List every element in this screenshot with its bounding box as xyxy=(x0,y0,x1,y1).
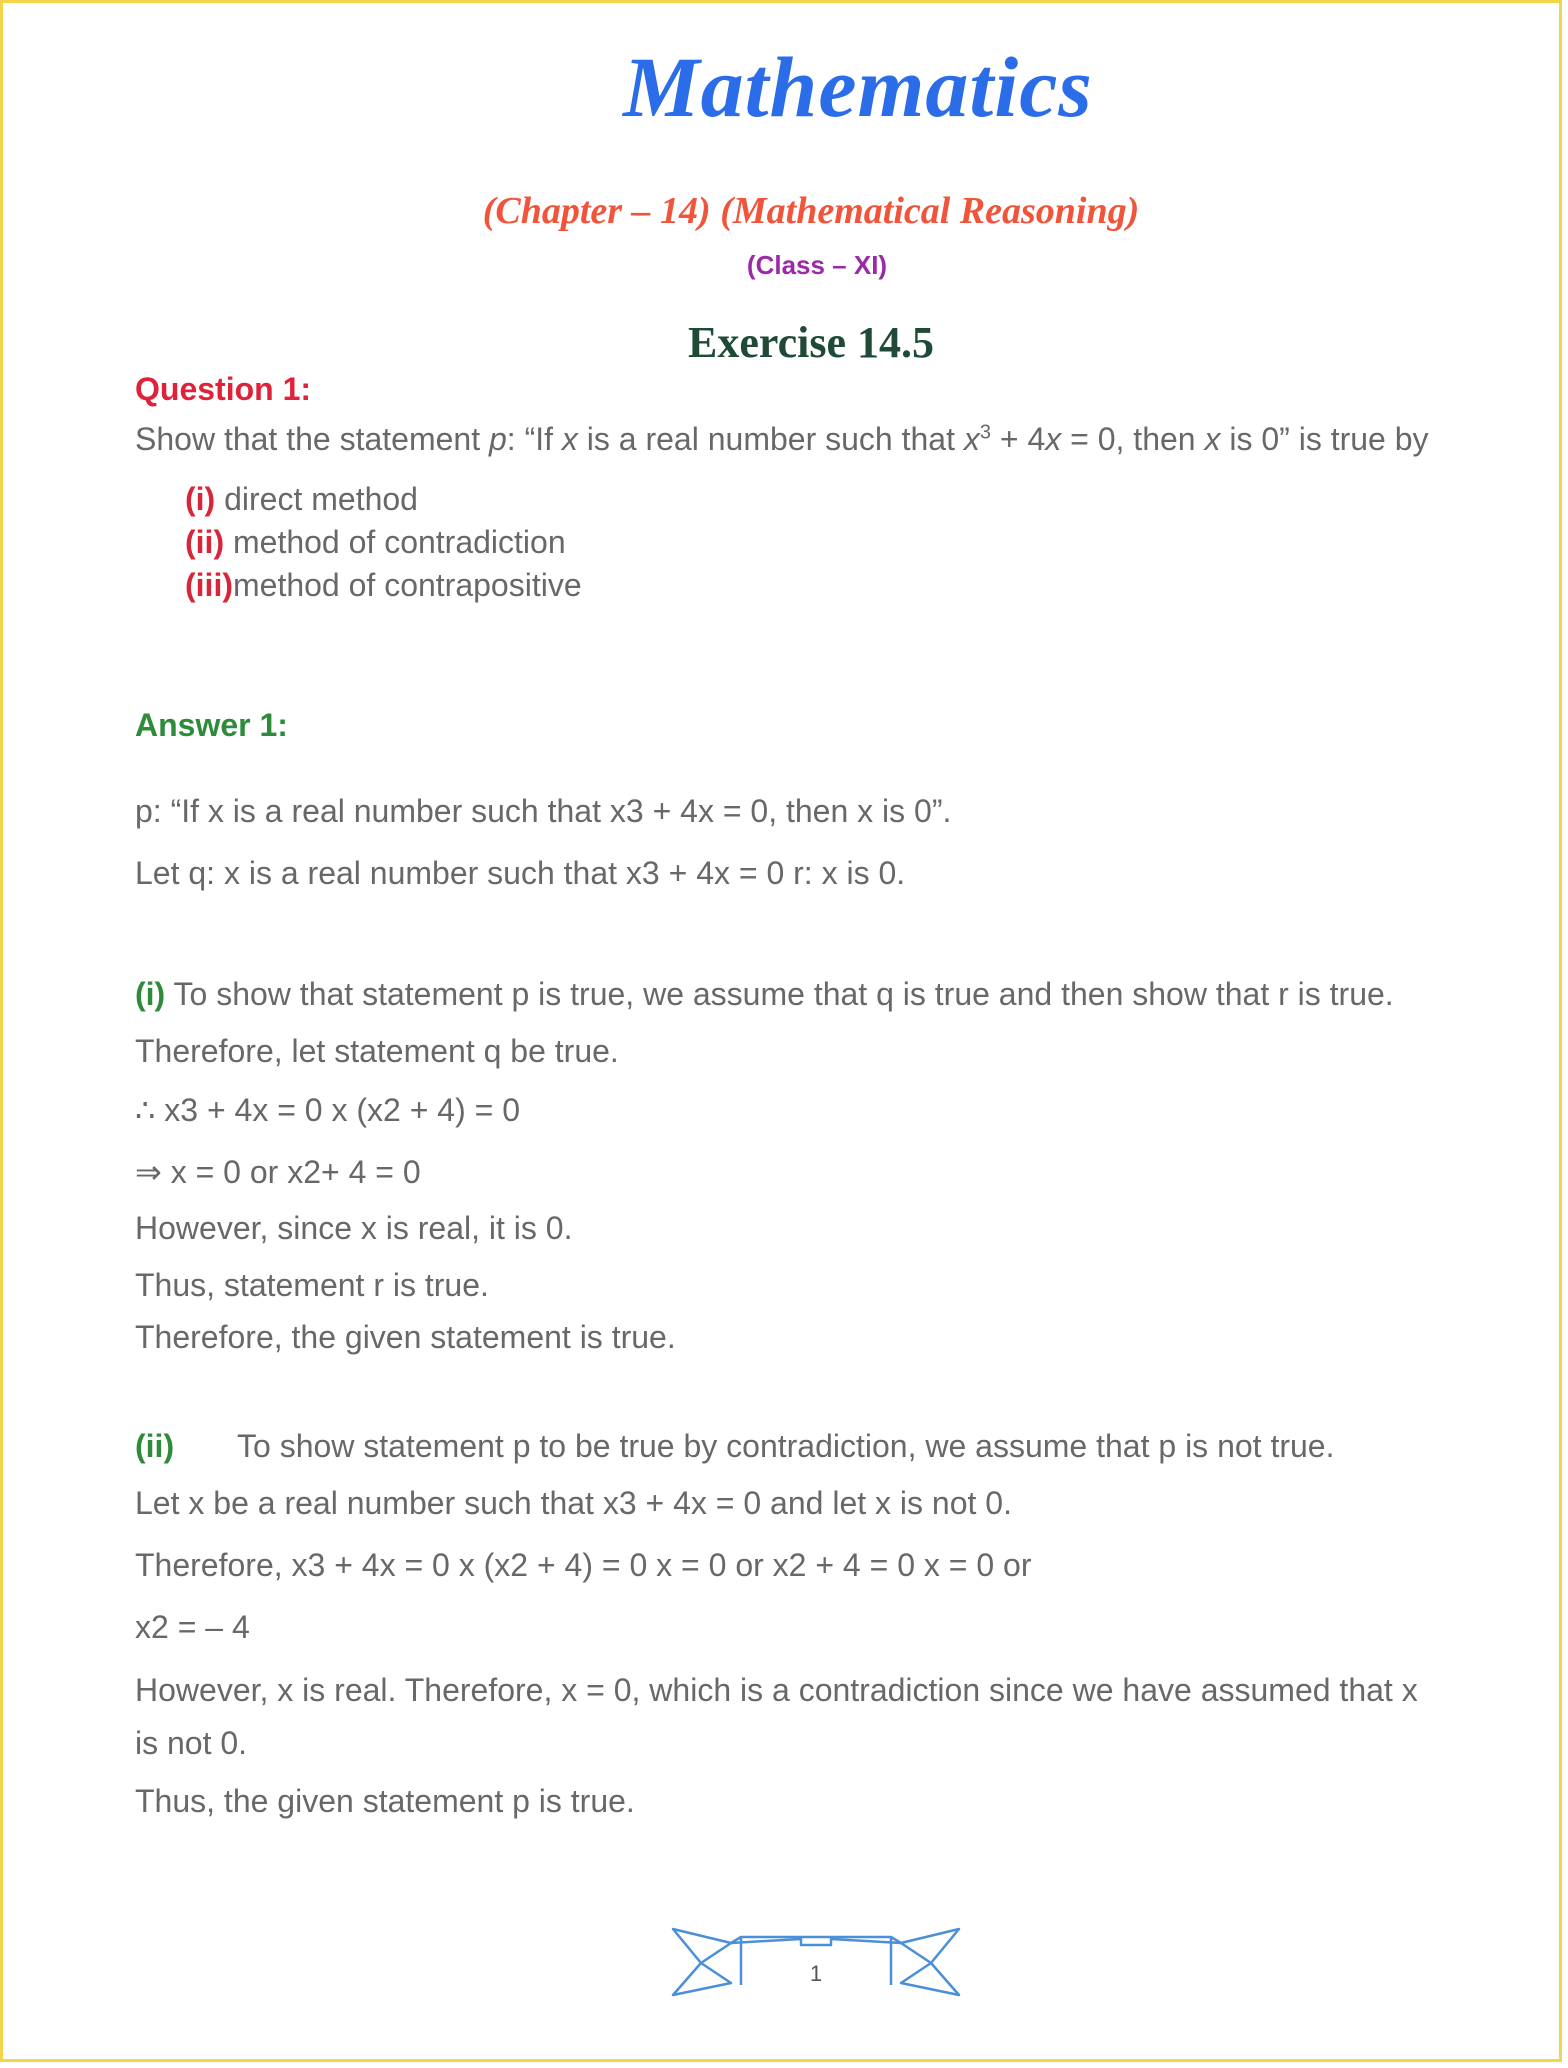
question-text: Show that the statement p: “If x is a real number such that $x^3 + 4x = 0$, then x is 0” is true by xyxy=(135,421,1429,457)
part2-step: Therefore, x3 + 4x = 0 x (x2 + 4) = 0 x = 0 or x2 + 4 = 0 x = 0 or xyxy=(135,1547,1032,1583)
answer-q-statement: Let q: x is a real number such that x3 + 4x = 0 r: x is 0. xyxy=(135,855,906,891)
option-direct-method: (i) direct method xyxy=(185,481,418,517)
class-label: (Class – XI) xyxy=(746,250,888,280)
part2-step: x2 = – 4 xyxy=(135,1609,250,1645)
question-heading: Question 1: xyxy=(135,371,312,407)
part1-step: Therefore, let statement q be true. xyxy=(135,1033,619,1069)
part2-step: Let x be a real number such that x3 + 4x = 0 and let x is not 0. xyxy=(135,1485,1012,1521)
part2-label: (ii) xyxy=(135,1428,175,1464)
part2-conclusion: Thus, the given statement p is true. xyxy=(135,1783,635,1819)
part1-step: However, since x is real, it is 0. xyxy=(135,1210,573,1246)
option-contrapositive: (iii)method of contrapositive xyxy=(185,567,582,603)
part2-intro: To show statement p to be true by contradiction, we assume that p is not true. xyxy=(237,1428,1335,1464)
page-title: Mathematics xyxy=(623,39,1093,135)
chapter-heading: (Chapter – 14) (Mathematical Reasoning) xyxy=(482,190,1140,232)
part1-step: Thus, statement r is true. xyxy=(135,1267,489,1303)
part1-conclusion: Therefore, the given statement is true. xyxy=(135,1319,676,1355)
part1-step: ⇒ x = 0 or x2+ 4 = 0 xyxy=(135,1154,421,1190)
page-number: 1 xyxy=(809,1961,823,1986)
exercise-heading: Exercise 14.5 xyxy=(687,318,935,367)
part1-step: ∴ x3 + 4x = 0 x (x2 + 4) = 0 xyxy=(135,1092,520,1128)
option-contradiction: (ii) method of contradiction xyxy=(185,524,566,560)
part1-intro: (i) To show that statement p is true, we assume that q is true and then show that r is true. xyxy=(135,976,1394,1012)
answer-heading: Answer 1: xyxy=(135,707,288,743)
part2-step: is not 0. xyxy=(135,1725,248,1761)
answer-p-statement: p: “If x is a real number such that x3 + 4x = 0, then x is 0”. xyxy=(135,793,952,829)
part2-step: However, x is real. Therefore, x = 0, which is a contradiction since we have assumed that x xyxy=(135,1672,1418,1708)
